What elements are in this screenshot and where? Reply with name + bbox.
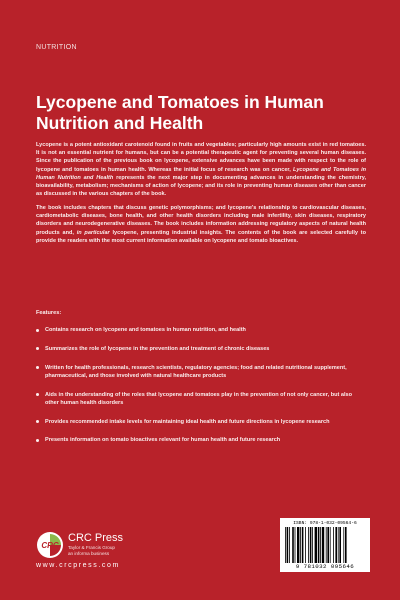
barcode-bar	[292, 527, 294, 563]
description-paragraph-2	[36, 204, 366, 245]
barcode-bar	[297, 527, 299, 563]
barcode-bar	[330, 527, 331, 563]
description-p2-text-end: lycopene, presenting industrial insights. The contents of the book are selected carefully to provide the readers with the most current information available on lycopene and tomato bioactives.	[36, 229, 367, 244]
features-list	[36, 326, 366, 455]
logo-text: CRC	[41, 541, 59, 550]
category-label: NUTRITION	[36, 44, 77, 51]
description-p1-italic: Lycopene and Tomatoes in Human Nutrition and Health	[36, 166, 366, 181]
description	[36, 141, 366, 251]
barcode-bar	[289, 527, 290, 563]
barcode-bar	[327, 527, 329, 563]
feature-text: Presents information on tomato bioactives relevant for human health and future research	[45, 437, 281, 444]
barcode-bar	[335, 527, 337, 563]
feature-item	[36, 326, 366, 334]
barcode-bar	[300, 527, 301, 563]
bullet-icon	[36, 439, 39, 442]
barcode-bar	[308, 527, 309, 563]
barcode-bar	[345, 527, 347, 563]
description-paragraph-1	[36, 141, 366, 198]
barcode-bar	[305, 527, 306, 563]
feature-text: Provides recommended intake levels for maintaining ideal health and future directions in lycopene research	[45, 418, 330, 425]
barcode-bar	[302, 527, 304, 563]
barcode-bar	[318, 527, 320, 563]
feature-text: Summarizes the role of lycopene in the prevention and treatment of chronic diseases	[45, 345, 270, 352]
bullet-icon	[36, 366, 39, 369]
bullet-icon	[36, 393, 39, 396]
feature-item	[36, 418, 366, 426]
feature-item	[36, 436, 366, 444]
barcode-bar	[312, 527, 313, 563]
publisher-group-line2: an informa business	[68, 550, 110, 556]
bullet-icon	[36, 329, 39, 332]
feature-item	[36, 345, 366, 353]
barcode-bar	[339, 527, 341, 563]
barcode-bar	[295, 527, 296, 563]
crc-press-logo-icon	[36, 531, 64, 559]
publisher-group	[68, 545, 148, 556]
barcode-bar	[320, 527, 321, 563]
feature-text: Written for health professionals, research scientists, regulatory agencies; food and related nutritional supplement, pharmaceutical, and those involved with natural healthcare products	[45, 364, 347, 379]
barcode-digits: 9 781032 095646	[295, 563, 355, 570]
bullet-icon	[36, 420, 39, 423]
description-p1-text-end: represents the next major step in documenting advances in understanding the chemistry, bioavailability, metabolism; mechanisms of action of lycopene; and its role in preventing human diseases other than cancer as discussed in the various chapters of the book.	[36, 174, 366, 198]
barcode-bar	[285, 527, 286, 563]
features-heading: Features:	[36, 310, 62, 316]
barcode-bar	[322, 527, 324, 563]
feature-item	[36, 364, 366, 380]
book-title: Lycopene and Tomatoes in Human Nutrition and Health	[36, 92, 324, 133]
barcode-icon	[283, 527, 367, 563]
barcode-bar	[287, 527, 289, 563]
publisher-name: CRC Press	[68, 532, 124, 544]
barcode-bar	[333, 527, 334, 563]
publisher-website: www.crcpress.com	[36, 562, 120, 569]
publisher-group-line1: Taylor & Francis Group	[68, 545, 115, 550]
isbn-number: ISBN: 978-1-032-09564-6	[293, 521, 357, 526]
isbn-barcode	[280, 518, 370, 572]
description-p1-text: Lycopene is a potent antioxidant carotenoid found in fruits and vegetables; particularly high amounts exist in red tomatoes. It is not an essential nutrient for humans, but can be a potential therapeutic agent for preventing several human diseases. Since the publication of the previous book on lycopene, extensive advances have been made with respect to the role of lycopene and tomatoes in human health. Whereas the initial focus of research was on cancer,	[36, 142, 366, 173]
bullet-icon	[36, 347, 39, 350]
barcode-bar	[326, 527, 327, 563]
barcode-bar	[315, 527, 317, 563]
description-p2-italic: in particular	[76, 229, 110, 236]
feature-text: Contains research on lycopene and tomatoes in human nutrition, and health	[45, 327, 246, 333]
barcode-bar	[338, 527, 339, 563]
barcode-bar	[310, 527, 312, 563]
feature-item	[36, 391, 366, 407]
description-p2-text: The book includes chapters that discuss genetic polymorphisms; and lycopene's relationship to cardiovascular diseases, cardiometabolic diseases, bone health, and other health disorders including male infertility, skin diseases, respiratory disorders and neurodegenerative diseases. The book includes information addressing regulatory aspects of natural health products and,	[36, 205, 366, 236]
feature-text: Aids in the understanding of the roles that lycopene and tomatoes play in the prevention of not only cancer, but also other human health disorders	[45, 391, 352, 406]
barcode-bar	[343, 527, 344, 563]
